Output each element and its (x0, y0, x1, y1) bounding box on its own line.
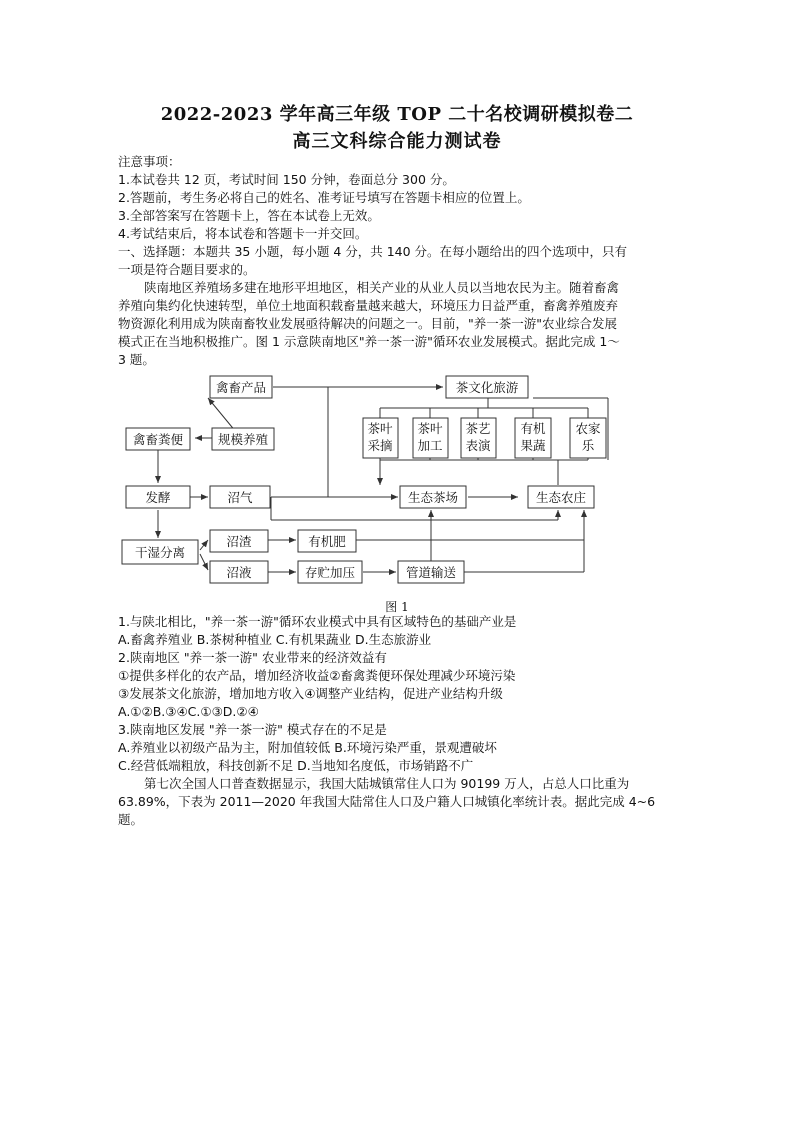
svg-text:生态农庄: 生态农庄 (535, 490, 587, 505)
notice-heading: 注意事项： (118, 154, 181, 169)
node-tea-processing (413, 418, 448, 458)
q1-options: A.畜禽养殖业 B.茶树种植业 C.有机果蔬业 D.生态旅游业 (118, 632, 432, 647)
svg-text:茶文化旅游: 茶文化旅游 (455, 380, 519, 395)
figure-caption: 图 1 (385, 600, 409, 614)
svg-text:加工: 加工 (417, 438, 443, 453)
node-tea-tourism (446, 376, 528, 398)
exam-subtitle: 高三文科综合能力测试卷 (292, 131, 502, 152)
svg-text:有机: 有机 (520, 421, 546, 436)
node-storage-pressurize (298, 561, 362, 583)
svg-text:茶叶: 茶叶 (367, 421, 393, 436)
svg-text:农家: 农家 (575, 421, 601, 436)
node-organic-produce (515, 418, 551, 458)
node-farmhouse (570, 418, 606, 458)
svg-text:存贮加压: 存贮加压 (304, 565, 356, 580)
q3-options-line2: C.经营低端粗放，科技创新不足 D.当地知名度低，市场销路不广 (118, 758, 474, 773)
svg-text:有机肥: 有机肥 (308, 534, 346, 549)
node-manure (126, 428, 190, 450)
node-biogas (210, 486, 270, 508)
notice-item-2: 2.答题前，考生务必将自己的姓名、准考证号填写在答题卡相应的位置上。 (118, 190, 530, 205)
node-organic-fertilizer (298, 530, 356, 552)
passage1-line2: 养殖向集约化快速转型，单位土地面积载畜量越来越大，环境压力日益严重，畜禽养殖废弃 (118, 298, 619, 313)
passage1-line1: 陕南地区养殖场多建在地形平坦地区，相关产业的从业人员以当地农民为主。随着畜禽 (144, 280, 620, 295)
q2-stem: 2.陕南地区 "养一茶一游" 农业带来的经济效益有 (118, 650, 387, 665)
exam-title: 2022-2023 学年高三年级 TOP 二十名校调研模拟卷二 (160, 104, 634, 125)
notice-item-1: 1.本试卷共 12 页，考试时间 150 分钟，卷面总分 300 分。 (118, 172, 455, 187)
node-eco-tea-garden (400, 486, 466, 508)
notice-item-3: 3.全部答案写在答题卡上，答在本试卷上无效。 (118, 208, 380, 223)
svg-text:禽畜粪便: 禽畜粪便 (132, 432, 184, 447)
passage2-line2: 63.89%，下表为 2011—2020 年我国大陆常住人口及户籍人口城镇化率统计表。据此完成 4~6 (118, 794, 656, 809)
svg-text:生态茶场: 生态茶场 (407, 490, 459, 505)
svg-text:茶艺: 茶艺 (465, 421, 491, 436)
svg-text:禽畜产品: 禽畜产品 (215, 380, 267, 395)
circular-agriculture-diagram (118, 370, 618, 595)
svg-text:表演: 表演 (465, 438, 491, 453)
passage2-line1: 第七次全国人口普查数据显示，我国大陆城镇常住人口为 90199 万人，占总人口比重为 (144, 776, 630, 791)
node-tea-art (461, 418, 496, 458)
q3-stem: 3.陕南地区发展 "养一茶一游" 模式存在的不足是 (118, 722, 387, 737)
svg-text:沼液: 沼液 (226, 565, 252, 580)
svg-text:沼渣: 沼渣 (226, 534, 252, 549)
svg-text:管道输送: 管道输送 (405, 565, 457, 580)
node-eco-farm (528, 486, 594, 508)
svg-text:发酵: 发酵 (145, 490, 171, 505)
passage1-line3: 物资源化利用成为陕南畜牧业发展亟待解决的问题之一。目前，"养一茶一游"农业综合发展 (118, 316, 618, 331)
node-pipeline (398, 561, 464, 583)
node-fermentation (126, 486, 190, 508)
svg-text:乐: 乐 (581, 438, 595, 453)
svg-text:沼气: 沼气 (227, 490, 253, 505)
q2-statement-2: ③发展茶文化旅游，增加地方收入④调整产业结构，促进产业结构升级 (118, 686, 503, 701)
section-heading-line1: 一、选择题：本题共 35 小题，每小题 4 分，共 140 分。在每小题给出的四个选项中，只有 (118, 244, 628, 259)
svg-text:茶叶: 茶叶 (417, 421, 443, 436)
node-biogas-residue (210, 530, 268, 552)
passage1-line4: 模式正在当地积极推广。图 1 示意陕南地区"养一茶一游"循环农业发展模式。据此完成 1～ (118, 334, 620, 349)
q2-options: A.①②B.③④C.①③D.②④ (118, 704, 259, 719)
svg-text:采摘: 采摘 (367, 438, 393, 453)
svg-text:规模养殖: 规模养殖 (217, 432, 269, 447)
svg-text:果蔬: 果蔬 (520, 438, 546, 453)
section-heading-line2: 一项是符合题目要求的。 (118, 262, 256, 277)
q2-statement-1: ①提供多样化的农产品，增加经济收益②畜禽粪便环保处理减少环境污染 (118, 668, 516, 683)
notice-item-4: 4.考试结束后，将本试卷和答题卡一并交回。 (118, 226, 368, 241)
passage1-line5: 3 题。 (118, 352, 155, 367)
passage2-line3: 题。 (118, 812, 144, 827)
q1-stem: 1.与陕北相比，"养一茶一游"循环农业模式中具有区域特色的基础产业是 (118, 614, 517, 629)
q3-options-line1: A.养殖业以初级产品为主，附加值较低 B.环境污染严重，景观遭破坏 (118, 740, 497, 755)
node-scale-farming (212, 428, 274, 450)
svg-text:干湿分离: 干湿分离 (134, 545, 186, 560)
node-dry-wet-separation (122, 540, 198, 564)
node-tea-picking (363, 418, 398, 458)
node-biogas-slurry (210, 561, 268, 583)
node-livestock-products (210, 376, 272, 398)
